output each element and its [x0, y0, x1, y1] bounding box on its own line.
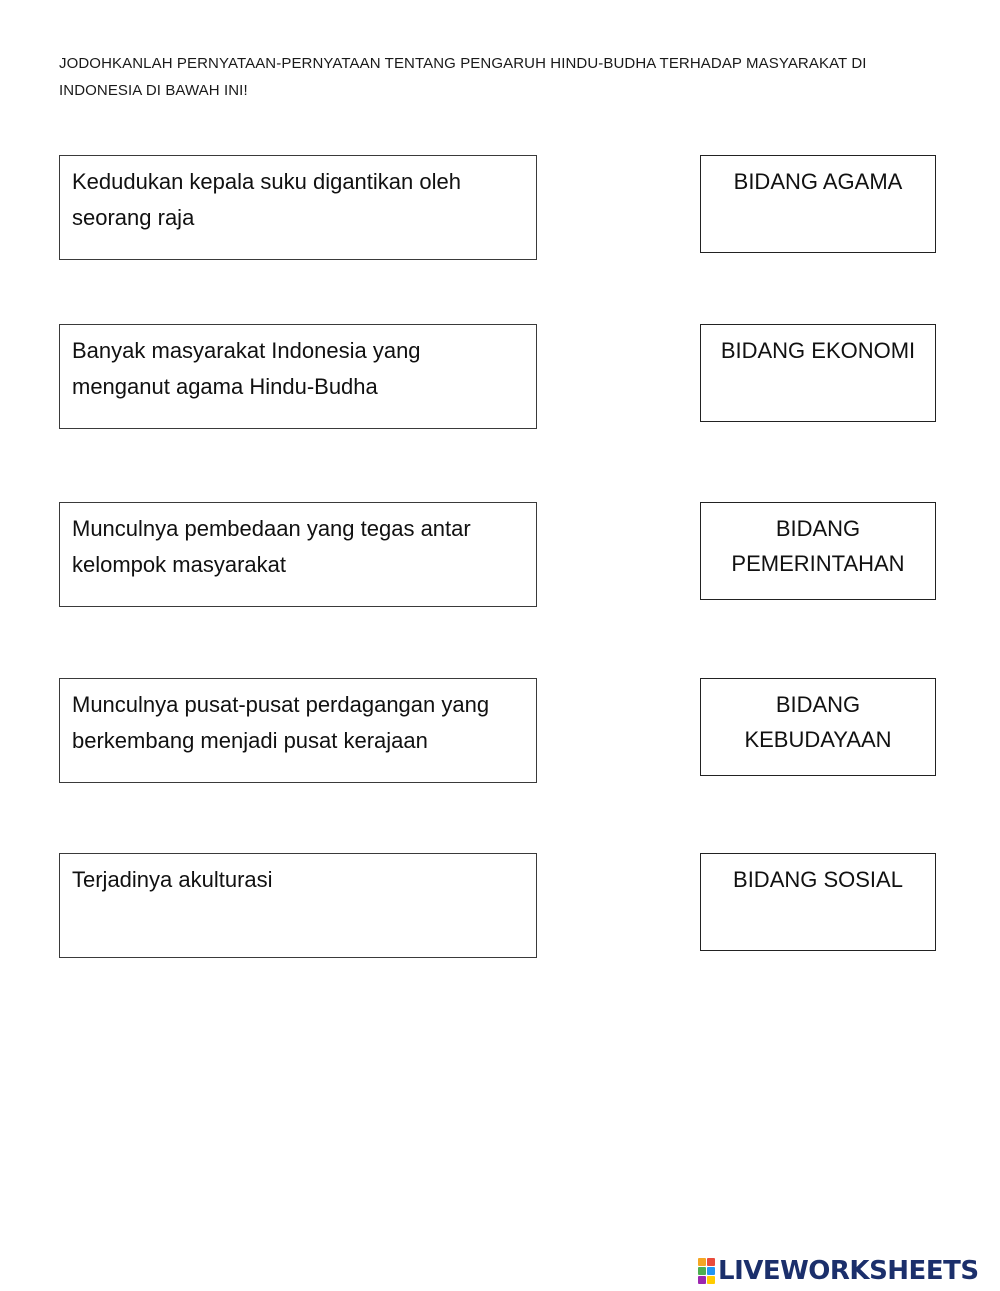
liveworksheets-logo-icon [698, 1258, 715, 1284]
category-box-kebudayaan[interactable] [700, 678, 936, 776]
category-box-sosial[interactable] [700, 853, 936, 951]
logo-mark-square [707, 1267, 715, 1275]
statement-box-1[interactable]: Kedudukan kepala suku digantikan oleh seorang raja [59, 155, 537, 260]
category-label-line2: PEMERINTAHAN [731, 551, 905, 576]
logo-mark-square [698, 1258, 706, 1266]
logo-text: LIVEWORKSHEETS [718, 1256, 979, 1286]
logo-mark-square [707, 1258, 715, 1266]
logo-mark-square [698, 1267, 706, 1275]
statement-box-4[interactable]: Munculnya pusat-pusat perdagangan yang berkembang menjadi pusat kerajaan [59, 678, 537, 783]
category-box-ekonomi[interactable] [700, 324, 936, 422]
category-label: BIDANG SOSIAL [733, 867, 903, 892]
logo-mark-square [707, 1276, 715, 1284]
category-label-line2: KEBUDAYAAN [744, 727, 892, 752]
category-box-agama[interactable] [700, 155, 936, 253]
liveworksheets-logo [698, 1256, 979, 1286]
statement-box-3[interactable]: Munculnya pembedaan yang tegas antar kelompok masyarakat [59, 502, 537, 607]
statement-box-5[interactable]: Terjadinya akulturasi [59, 853, 537, 958]
category-label-line1: BIDANG [775, 516, 861, 541]
category-label: BIDANG AGAMA [733, 169, 903, 194]
category-label-line1: BIDANG [775, 692, 861, 717]
category-box-pemerintahan[interactable] [700, 502, 936, 600]
statement-box-2[interactable]: Banyak masyarakat Indonesia yang menganut agama Hindu-Budha [59, 324, 537, 429]
logo-mark-square [698, 1276, 706, 1284]
category-label: BIDANG EKONOMI [720, 338, 916, 363]
instruction-text: JODOHKANLAH PERNYATAAN-PERNYATAAN TENTANG PENGARUH HINDU-BUDHA TERHADAP MASYARAKAT DI INDONESIA DI BAWAH INI! [59, 55, 867, 99]
